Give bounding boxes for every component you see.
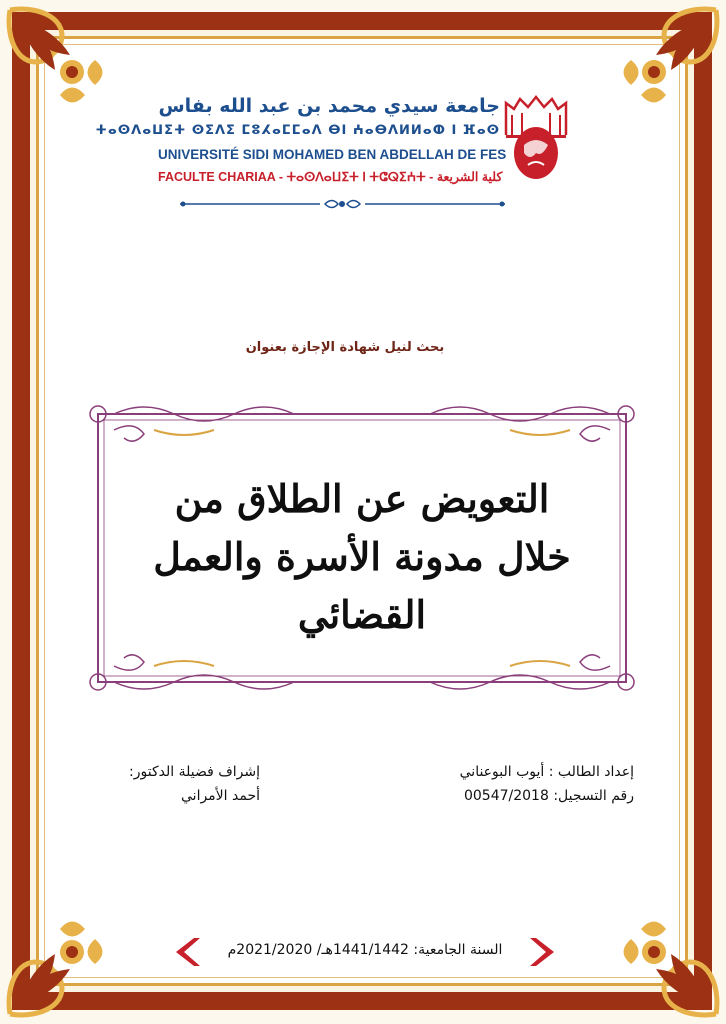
supervisor-name: أحمد الأمراني — [181, 788, 260, 804]
title-line-2: خلال مدونة الأسرة والعمل — [153, 534, 571, 579]
academic-year: السنة الجامعية: 1441/1442هـ/ 2021/2020م — [227, 942, 503, 958]
supervisor-label: إشراف فضيلة الدكتور: — [129, 764, 260, 780]
header-divider-ornament — [180, 197, 505, 211]
thesis-title — [124, 470, 600, 644]
university-name-arabic: جامعة سيدي محمد بن عبد الله بفاس — [158, 95, 500, 117]
chevron-left-icon — [170, 936, 204, 968]
university-name-french: UNIVERSITÉ SIDI MOHAMED BEN ABDELLAH DE FES — [158, 147, 507, 162]
student-info — [334, 760, 634, 808]
university-logo — [502, 95, 570, 185]
corner-ornament-bottom-left — [0, 906, 118, 1024]
supervisor-info — [70, 760, 260, 808]
university-name-tifinagh: ⵜⴰⵙⴷⴰⵡⵉⵜ ⵙⵉⴷⵉ ⵎⵓⵃⴰⵎⵎⴰⴷ ⴱⵏ ⵄⴰⴱⴷⵍⵍⴰⵀ ⵏ ⴼⴰⵙ — [95, 123, 500, 138]
registration-number: رقم التسجيل: 00547/2018 — [463, 788, 634, 804]
chevron-right-icon — [526, 936, 560, 968]
faculty-name: FACULTE CHARIAA - ⵜⴰⵙⴷⴰⵡⵉⵜ ⵏ ⵜⵛⵕⵉⵄⵜ - كلية الشريعة — [158, 170, 503, 184]
academic-year-bar — [170, 932, 560, 972]
prepared-by: إعداد الطالب : أيوب البوعناني — [459, 764, 634, 780]
corner-ornament-bottom-right — [608, 906, 726, 1024]
corner-ornament-top-left — [0, 0, 118, 118]
university-header — [95, 95, 570, 225]
title-line-1: التعويض عن الطلاق من — [174, 476, 550, 521]
research-subtitle: بحث لنيل شهادة الإجازة بعنوان — [245, 340, 445, 355]
corner-ornament-top-right — [608, 0, 726, 118]
title-line-3: القضائي — [297, 592, 427, 637]
title-ornament-box — [84, 400, 640, 696]
